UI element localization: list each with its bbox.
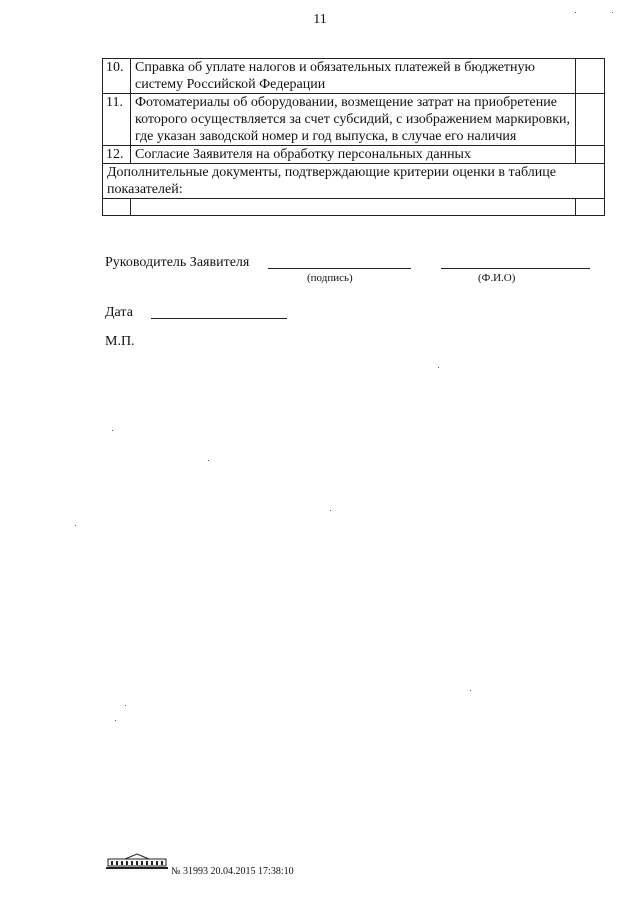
table-row bbox=[103, 59, 605, 94]
scan-speck bbox=[330, 510, 331, 511]
registration-stamp: № 31993 20.04.2015 17:38:10 bbox=[171, 866, 294, 877]
scan-speck bbox=[438, 367, 439, 368]
scan-speck bbox=[575, 12, 576, 13]
row-text: Справка об уплате налогов и обязательных платежей в бюджетную систему Российской Федерации bbox=[131, 59, 576, 94]
scan-speck bbox=[75, 525, 76, 526]
row-text: Согласие Заявителя на обработку персональных данных bbox=[131, 146, 576, 164]
additional-docs-label: Дополнительные документы, подтверждающие критерии оценки в таблице показателей: bbox=[103, 164, 605, 199]
date-line bbox=[151, 303, 287, 319]
blank-cell bbox=[103, 199, 131, 216]
scan-speck bbox=[208, 460, 209, 461]
row-mark-cell bbox=[576, 146, 605, 164]
row-number: 11. bbox=[103, 94, 131, 146]
row-number: 10. bbox=[103, 59, 131, 94]
scan-speck bbox=[125, 705, 126, 706]
scan-speck bbox=[470, 690, 471, 691]
table-row bbox=[103, 94, 605, 146]
table-row-blank bbox=[103, 199, 605, 216]
signature-caption: (подпись) bbox=[307, 272, 353, 284]
row-number: 12. bbox=[103, 146, 131, 164]
row-mark-cell bbox=[576, 59, 605, 94]
name-line bbox=[441, 253, 590, 269]
table-row bbox=[103, 146, 605, 164]
row-text: Фотоматериалы об оборудовании, возмещение затрат на приобретение которого осуществляется за счет субсидий, с изображением маркировки, где указан заводской номер и год выпуска, в случае его наличия bbox=[131, 94, 576, 146]
scan-speck bbox=[115, 720, 116, 721]
signatory-label: Руководитель Заявителя bbox=[105, 255, 250, 270]
name-caption: (Ф.И.О) bbox=[478, 272, 516, 284]
scan-speck bbox=[112, 430, 113, 431]
building-emblem-icon bbox=[105, 853, 169, 870]
row-mark-cell bbox=[576, 94, 605, 146]
signature-line bbox=[268, 253, 411, 269]
blank-cell bbox=[131, 199, 576, 216]
blank-cell bbox=[576, 199, 605, 216]
table-row bbox=[103, 164, 605, 199]
seal-label: М.П. bbox=[105, 334, 135, 349]
scan-speck bbox=[612, 12, 613, 13]
page-number: 11 bbox=[313, 12, 327, 27]
date-label: Дата bbox=[105, 305, 133, 320]
documents-table bbox=[102, 58, 605, 216]
